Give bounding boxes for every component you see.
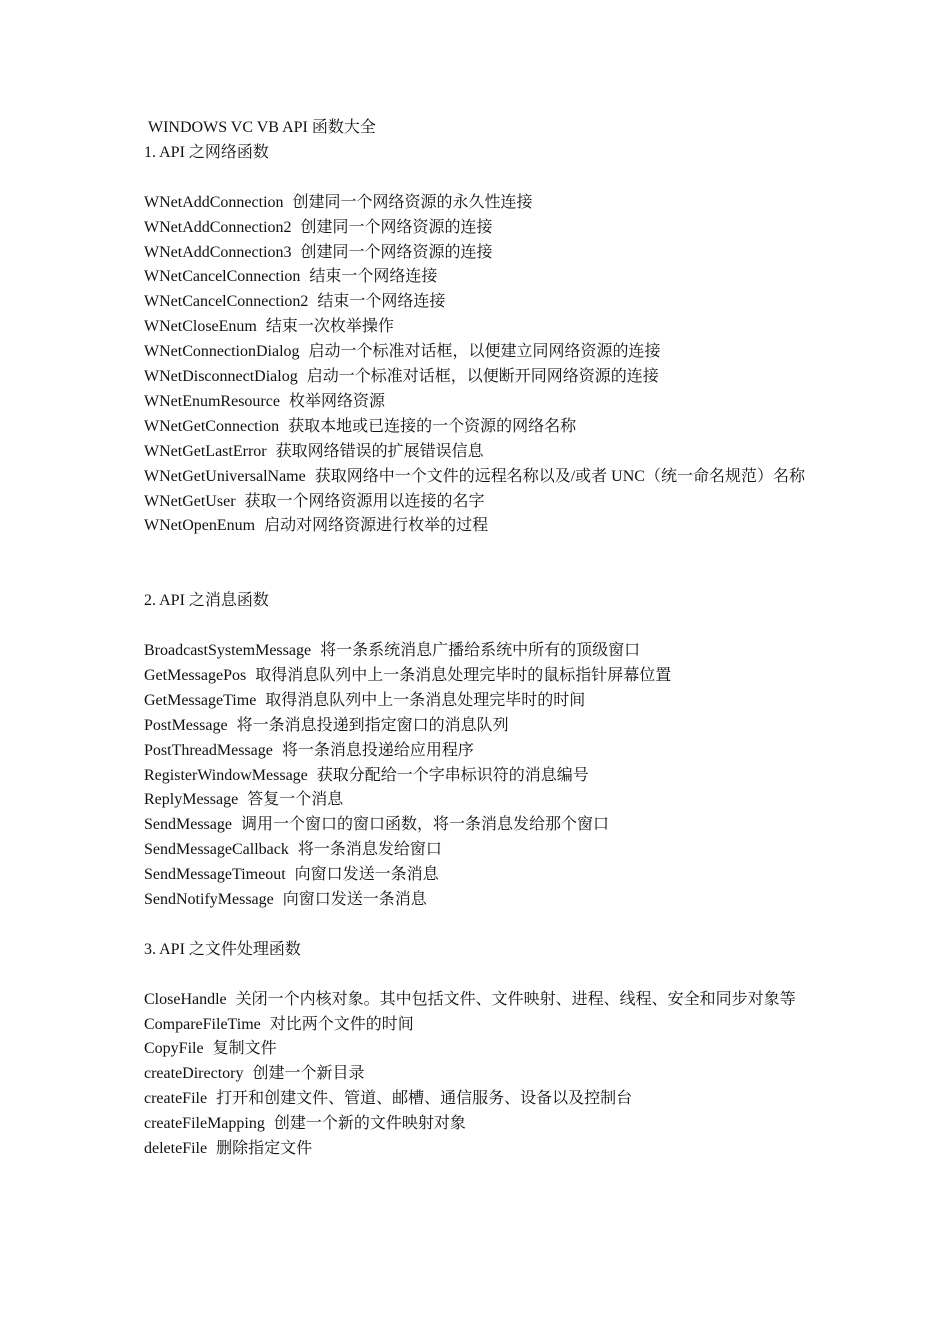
function-description: 启动一个标准对话框，以便断开同网络资源的连接 [306, 368, 659, 386]
list-item [144, 365, 814, 390]
function-name: WNetAddConnection3 [144, 243, 292, 261]
list-item [144, 415, 814, 440]
list-item [144, 1037, 814, 1062]
list-item [144, 639, 814, 664]
list-item [144, 465, 814, 490]
function-name: CloseHandle [144, 990, 227, 1008]
list-item [144, 1112, 814, 1137]
function-description: 将一条系统消息广播给系统中所有的顶级窗口 [320, 641, 641, 659]
list-item [144, 714, 814, 739]
list-item [144, 863, 814, 888]
function-name: GetMessagePos [144, 666, 247, 684]
function-description: 取得消息队列中上一条消息处理完毕时的时间 [265, 691, 586, 709]
function-description: 获取分配给一个字串标识符的消息编号 [316, 766, 589, 784]
function-description: 创建同一个网络资源的连接 [300, 243, 493, 261]
blank-line [144, 539, 814, 564]
function-name: WNetAddConnection [144, 193, 284, 211]
function-description: 获取网络错误的扩展错误信息 [275, 442, 484, 460]
function-description: 关闭一个内核对象。其中包括文件、文件映射、进程、线程、安全和同步对象等 [235, 990, 796, 1008]
function-description: 对比两个文件的时间 [269, 1015, 414, 1033]
section-heading: 2. API 之消息函数 [144, 592, 269, 610]
function-description: 将一条消息投递给应用程序 [281, 741, 474, 759]
function-description: 将一条消息投递到指定窗口的消息队列 [236, 716, 509, 734]
function-description: 结束一个网络连接 [309, 268, 438, 286]
function-description: 结束一次枚举操作 [265, 318, 394, 336]
function-description: 创建同一个网络资源的永久性连接 [292, 193, 533, 211]
function-description: 获取一个网络资源用以连接的名字 [244, 492, 485, 510]
function-name: createFileMapping [144, 1115, 265, 1133]
function-name: WNetCancelConnection [144, 268, 301, 286]
list-item [144, 788, 814, 813]
function-name: CopyFile [144, 1040, 204, 1058]
function-name: SendNotifyMessage [144, 891, 274, 909]
list-item [144, 265, 814, 290]
function-name: createDirectory [144, 1065, 244, 1083]
list-item [144, 514, 814, 539]
function-description: 结束一个网络连接 [317, 293, 446, 311]
list-item [144, 340, 814, 365]
function-description: 调用一个窗口的窗口函数，将一条消息发给那个窗口 [240, 816, 609, 834]
function-name: WNetCancelConnection2 [144, 293, 309, 311]
function-name: RegisterWindowMessage [144, 766, 308, 784]
function-description: 向窗口发送一条消息 [294, 866, 439, 884]
list-item [144, 813, 814, 838]
function-name: CompareFileTime [144, 1015, 261, 1033]
function-description: 获取网络中一个文件的远程名称以及/或者 UNC（统一命名规范）名称 [314, 467, 805, 485]
list-item [144, 689, 814, 714]
list-item [144, 315, 814, 340]
function-name: PostMessage [144, 716, 228, 734]
function-description: 取得消息队列中上一条消息处理完毕时的鼠标指针屏幕位置 [255, 666, 672, 684]
list-item [144, 490, 814, 515]
function-description: 复制文件 [212, 1040, 277, 1058]
function-description: 删除指定文件 [216, 1140, 313, 1158]
list-item [144, 739, 814, 764]
list-item [144, 241, 814, 266]
list-item [144, 888, 814, 913]
document-title: WINDOWS VC VB API 函数大全 [148, 119, 376, 136]
function-name: SendMessageCallback [144, 841, 289, 859]
function-description: 启动对网络资源进行枚举的过程 [264, 517, 489, 535]
function-name: SendMessage [144, 816, 232, 834]
section-heading: 1. API 之网络函数 [144, 143, 269, 161]
list-item [144, 216, 814, 241]
function-description: 打开和创建文件、管道、邮槽、通信服务、设备以及控制台 [216, 1090, 633, 1108]
function-description: 获取本地或已连接的一个资源的网络名称 [288, 417, 577, 435]
function-description: 创建同一个网络资源的连接 [300, 218, 493, 236]
blank-line [144, 564, 814, 589]
blank-line [144, 913, 814, 938]
list-item [144, 664, 814, 689]
list-item [144, 1062, 814, 1087]
list-item [144, 191, 814, 216]
blank-line [144, 963, 814, 988]
blank-line [144, 614, 814, 639]
function-name: WNetGetUser [144, 492, 236, 510]
function-description: 创建一个新目录 [252, 1065, 365, 1083]
function-name: WNetCloseEnum [144, 318, 257, 336]
function-description: 将一条消息发给窗口 [297, 841, 442, 859]
function-name: createFile [144, 1090, 208, 1108]
function-description: 启动一个标准对话框，以便建立同网络资源的连接 [308, 343, 661, 361]
function-name: WNetAddConnection2 [144, 218, 292, 236]
function-description: 创建一个新的文件映射对象 [273, 1115, 466, 1133]
function-description: 枚举网络资源 [288, 392, 385, 410]
function-name: WNetEnumResource [144, 392, 280, 410]
list-item [144, 764, 814, 789]
section-heading: 3. API 之文件处理函数 [144, 940, 301, 958]
list-item [144, 838, 814, 863]
function-name: WNetConnectionDialog [144, 343, 300, 361]
function-name: BroadcastSystemMessage [144, 641, 312, 659]
function-name: PostThreadMessage [144, 741, 273, 759]
function-name: ReplyMessage [144, 791, 239, 809]
list-item [144, 440, 814, 465]
function-description: 向窗口发送一条消息 [282, 891, 427, 909]
function-name: WNetGetUniversalName [144, 467, 306, 485]
list-item [144, 390, 814, 415]
document-body [144, 116, 814, 1162]
function-description: 答复一个消息 [247, 791, 344, 809]
function-name: WNetOpenEnum [144, 517, 256, 535]
blank-line [144, 166, 814, 191]
list-item [144, 1013, 814, 1038]
list-item [144, 988, 814, 1013]
list-item [144, 1137, 814, 1162]
list-item [144, 1087, 814, 1112]
function-name: deleteFile [144, 1140, 208, 1158]
function-name: WNetDisconnectDialog [144, 368, 298, 386]
function-name: GetMessageTime [144, 691, 257, 709]
list-item [144, 290, 814, 315]
function-name: WNetGetLastError [144, 442, 267, 460]
function-name: WNetGetConnection [144, 417, 280, 435]
function-name: SendMessageTimeout [144, 866, 286, 884]
